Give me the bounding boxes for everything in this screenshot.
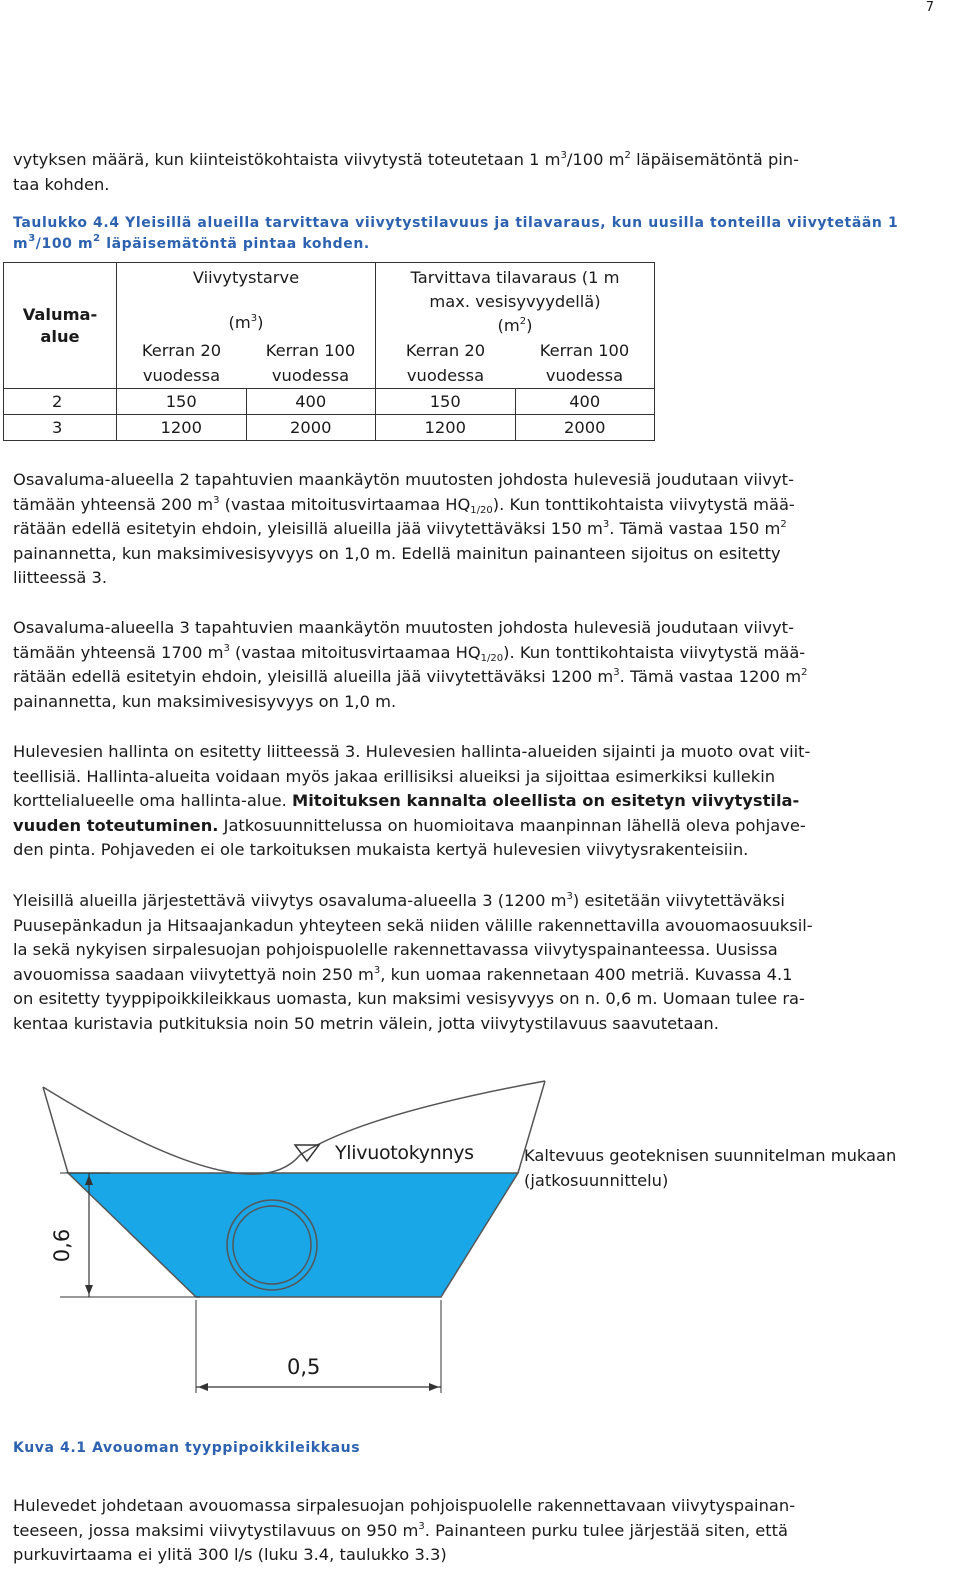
cell-value: 2000: [246, 415, 376, 441]
cross-section-figure: [0, 1075, 960, 1410]
header-kerran-20-tilavaraus: Kerran 20 vuodessa: [376, 338, 516, 389]
paragraph-osavaluma-3: Osavaluma-alueella 3 tapahtuvien maankäytön muutosten johdosta hulevesiä joudutaan viivyt- tämään yhteensä 1700 $m^3$ (vastaa mitoitusvirtaamaa $HQ_{1/20}$). Kun tonttikohtaista viivytystä mää- rätään edellä esitetyin ehdoin, yleisillä alueilla jää viivytettäväksi 1200 $m^3$. Tämä vastaa 1200 $m^2$ painannetta, kun maksimivesisyvyys on 1,0 m.: [13, 618, 808, 711]
cell-valuma: 3: [4, 415, 117, 441]
height-dimension-label: 0,6: [50, 1228, 75, 1263]
cell-value: 1200: [376, 415, 516, 441]
kaltevuus-label: Kaltevuus geoteknisen suunnitelman mukaan (jatkosuunnittelu): [524, 1146, 897, 1190]
paragraph-yleisilla-alueilla: Yleisillä alueilla järjestettävä viivytys osavaluma-alueella 3 (1200 $m^3$) esitetään viivytettäväksi Puusepänkadun ja Hitsaajankadun yhteyteen sekä niiden välille rakennettavilla avouomaosuuksil- la sekä nykyisen sirpalesuojan pohjoispuolelle rakennettavassa viivytyspainanteessa. Uusissa avouomissa saadaan viivytettyä noin 250 $m^3$, kun uomaa rakennetaan 400 metriä. Kuvassa 4.1 on esitetty tyyppipoikkileikkaus uomasta, kun maksimi vesisyvyys on n. 0,6 m. Uomaan tulee ra- kentaa kuristavia putkituksia noin 50 metrin välein, jotta viivytystilavuus saavutetaan.: [13, 891, 813, 1033]
table-caption: Taulukko 4.4 Yleisillä alueilla tarvittava viivytystilavuus ja tilavaraus, kun uusilla tonteilla viivytetään 1 $m^3/100$ $m^2$ läpäisemätöntä pintaa kohden.: [13, 215, 899, 252]
cell-value: 150: [117, 389, 247, 415]
paragraph-osavaluma-2: Osavaluma-alueella 2 tapahtuvien maankäytön muutosten johdosta hulevesiä joudutaan viivyt- tämään yhteensä 200 $m^3$ (vastaa mitoitusvirtaamaa $HQ_{1/20}$). Kun tonttikohtaista viivytystä mää- rätään edellä esitetyin ehdoin, yleisillä alueilla jää viivytettäväksi 150 $m^3$. Tämä vastaa 150 $m^2$ painannetta, kun maksimivesisyvyys on 1,0 m. Edellä mainitun painanteen sijoitus on esitetty liitteessä 3.: [13, 470, 795, 588]
overflow-marker-icon: [295, 1145, 319, 1161]
cell-value: 150: [376, 389, 516, 415]
header-kerran-100-tilavaraus: Kerran 100 vuodessa: [515, 338, 655, 389]
table-row: [4, 415, 655, 441]
paragraph-hulevedet: Hulevedet johdetaan avouomassa sirpalesuojan pohjoispuolelle rakennettavaan viivytyspainan- teeseen, jossa maksimi viivytystilavuus on 950 $m^3$. Painanteen purku tulee järjestää siten, että purkuvirtaama ei ylitä 300 l/s (luku 3.4, taulukko 3.3): [13, 1496, 796, 1565]
header-tarvittava-tilavaraus: Tarvittava tilavaraus (1 m max. vesisyvyydellä) $(m^2)$: [376, 263, 655, 339]
page-number: 7: [925, 0, 934, 15]
table-row: [4, 389, 655, 415]
paragraph-hulevesien-hallinta: Hulevesien hallinta on esitetty liitteessä 3. Hulevesien hallinta-alueiden sijainti ja muoto ovat viit- teellisiä. Hallinta-alueita voidaan myös jakaa erillisiksi alueiksi ja sijoittaa esimerkiksi kullekin korttelialueelle oma hallinta-alue. Mitoituksen kannalta oleellista on esitetyn viivytystila- vuuden toteutuminen. Jatkosuunnittelussa on huomioitava maanpinnan lähellä oleva pohjave- den pinta. Pohjaveden ei ole tarkoituksen mukaista kertyä hulevesien viivytysrakenteisiin.: [13, 742, 811, 860]
retention-table: [3, 262, 655, 441]
cell-valuma: 2: [4, 389, 117, 415]
cell-value: 400: [515, 389, 655, 415]
figure-caption: Kuva 4.1 Avouoman tyyppipoikkileikkaus: [13, 1440, 361, 1456]
header-kerran-20-viivytys: Kerran 20 vuodessa: [117, 338, 247, 389]
header-valuma-alue: Valuma- alue: [4, 263, 117, 389]
intro-paragraph: vytyksen määrä, kun kiinteistökohtaista viivytystä toteutetaan 1 $m^3/100$ $m^2$ läpäisemätöntä pin- taa kohden.: [13, 150, 800, 194]
cell-value: 2000: [515, 415, 655, 441]
cross-section-drawing: [0, 1075, 960, 1410]
header-kerran-100-viivytys: Kerran 100 vuodessa: [246, 338, 376, 389]
ylivuotokynnys-label: Ylivuotokynnys: [335, 1142, 474, 1164]
cell-value: 400: [246, 389, 376, 415]
header-viivytystarve: Viivytystarve $(m^3)$: [117, 263, 376, 339]
width-dimension-label: 0,5: [287, 1355, 321, 1379]
cell-value: 1200: [117, 415, 247, 441]
